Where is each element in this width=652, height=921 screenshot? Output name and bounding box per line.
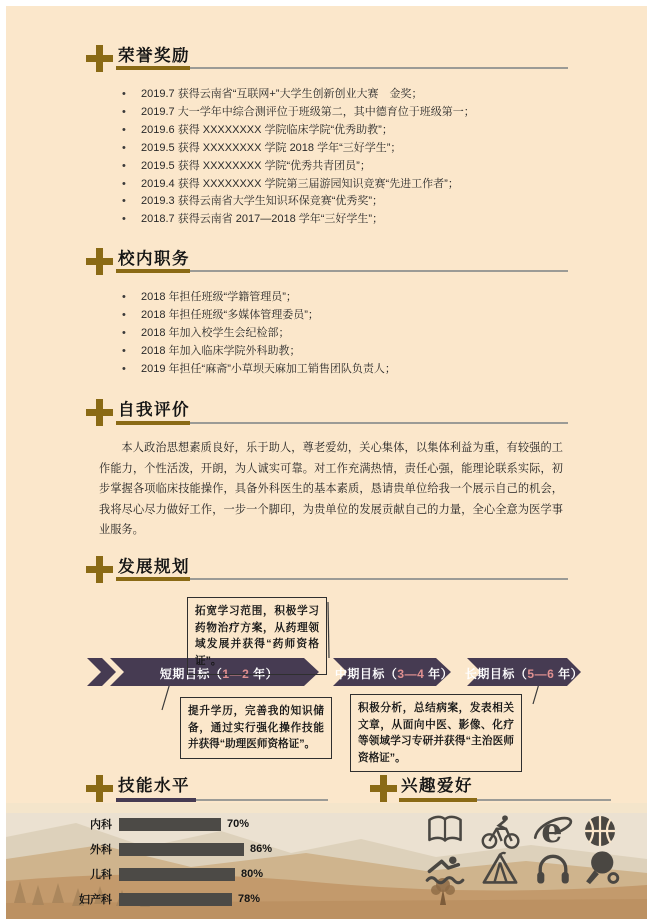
list-item: • 2018.7 获得云南省 2017—2018 学年“三好学生”；: [118, 211, 475, 229]
skill-row: [36, 892, 260, 906]
section-title-honors: 荣誉奖励: [118, 47, 190, 65]
development-note-left: 提升学历，完善我的知识储备，通过实行强化操作技能并获得“助理医师资格证”。: [180, 697, 332, 759]
section-title-self-evaluation: 自我评价: [118, 401, 190, 419]
plus-icon: [86, 248, 113, 275]
table-tennis-icon: [580, 848, 620, 888]
list-item: • 2019.3 获得云南省大学生知识环保竞赛“优秀奖”；: [118, 193, 475, 211]
basketball-icon: [580, 811, 620, 851]
skill-label: 内科: [90, 819, 112, 831]
skill-row: [36, 867, 263, 881]
list-item: • 2018 年担任班级“多媒体管理委员”；: [118, 307, 396, 325]
development-note-top: 拓宽学习范围，积极学习药物治疗方案，从药理领域发展并获得“药师资格证”。: [187, 597, 327, 675]
list-item: • 2019 年担任“麻斋”小草坝天麻加工销售团队负责人；: [118, 361, 396, 379]
plus-icon: [86, 399, 113, 426]
skill-bar: [119, 893, 232, 906]
leader-line-mid: [328, 602, 329, 658]
plus-icon: [370, 775, 397, 802]
cycling-icon: [480, 811, 520, 851]
internet-browser-icon: [533, 811, 573, 851]
list-item: • 2019.5 获得 XXXXXXXX 学院“优秀共青团员”；: [118, 158, 475, 176]
plus-icon: [86, 775, 113, 802]
stage-label-mid: 中期目标（3—4 年）: [334, 667, 454, 681]
section-divider: [116, 421, 568, 425]
plus-icon: [86, 45, 113, 72]
self-evaluation-paragraph: 本人政治思想素质良好，乐于助人，尊老爱幼，关心集体，以集体利益为重，有较强的工作能力，个性活泼，开朗，为人诚实可靠。对工作充满热情，责任心强，能理论联系实际，初步掌握各项临床技能操作，具备外科医生的基本素质，恳请贵单位给我一个展示自己的机会，我将尽心尽力做好工作，一步一个脚印，为贵单位的发展贡献自己的力量，全心全意为医学事业服务。: [99, 442, 563, 537]
skill-percent: 70%: [227, 818, 250, 830]
resume-paper: [6, 6, 647, 919]
skill-bar: [119, 818, 221, 831]
section-divider: [116, 66, 568, 70]
swimming-icon: [425, 848, 465, 888]
section-divider: [399, 798, 611, 802]
skill-bar: [119, 868, 235, 881]
stage-label-short: 短期目标（1—2 年）: [159, 667, 279, 681]
section-title-skills: 技能水平: [118, 777, 190, 795]
skill-row: [36, 842, 272, 856]
section-title-development: 发展规划: [118, 558, 190, 576]
honors-list: [118, 86, 475, 229]
skill-label: 妇产科: [79, 894, 112, 906]
section-divider: [116, 269, 568, 273]
list-item: • 2018 年加入临床学院外科助教；: [118, 343, 396, 361]
list-item: • 2019.6 获得 XXXXXXXX 学院临床学院“优秀助教”；: [118, 122, 475, 140]
section-divider: [116, 798, 328, 802]
section-title-positions: 校内职务: [118, 250, 190, 268]
skill-row: [36, 817, 249, 831]
svg-text:e: e: [541, 811, 563, 851]
list-item: • 2018 年担任班级“学籍管理员”；: [118, 289, 396, 307]
skill-label: 儿科: [90, 869, 112, 881]
list-item: • 2019.7 大一学年中综合测评位于班级第二，其中德育位于班级第一；: [118, 104, 475, 122]
list-item: • 2018 年加入校学生会纪检部；: [118, 325, 396, 343]
section-divider: [116, 577, 568, 581]
positions-list: [118, 289, 396, 379]
list-item: • 2019.5 获得 XXXXXXXX 学院 2018 学年“三好学生”；: [118, 140, 475, 158]
chevron-start: [87, 658, 116, 686]
skill-bar: [119, 843, 244, 856]
camping-tent-icon: [480, 848, 520, 888]
skill-percent: 86%: [250, 843, 273, 855]
section-title-interests: 兴趣爱好: [401, 777, 473, 795]
development-note-right: 积极分析，总结病案，发表相关文章，从面向中医、影像、化疗等领域学习专研并获得“主治医师资格证”。: [350, 694, 522, 772]
music-headphones-icon: [533, 848, 573, 888]
reading-book-icon: [425, 811, 465, 851]
skill-percent: 80%: [241, 868, 264, 880]
plus-icon: [86, 556, 113, 583]
skill-percent: 78%: [238, 893, 261, 905]
stage-label-long: 长期目标（5—6 年）: [464, 667, 584, 681]
skill-label: 外科: [90, 844, 112, 856]
list-item: • 2019.4 获得 XXXXXXXX 学院第三届游园知识竞赛“先进工作者”；: [118, 176, 475, 194]
list-item: • 2019.7 获得云南省“互联网+”大学生创新创业大赛 金奖；: [118, 86, 475, 104]
